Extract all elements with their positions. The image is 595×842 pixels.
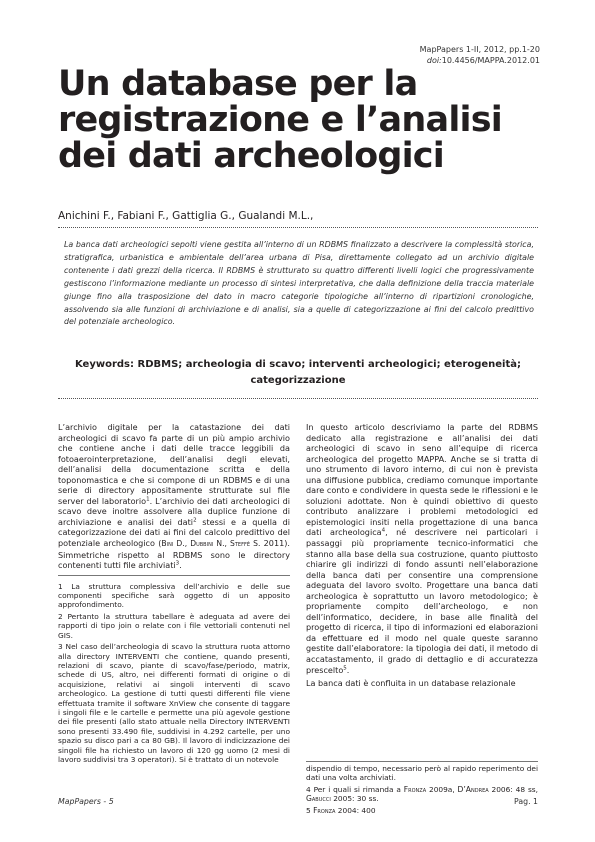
article-title — [58, 66, 538, 174]
citation-authors: Bini D., Dubbini N., Steffè S. — [161, 539, 261, 549]
footnote-ref[interactable]: 2 — [193, 517, 197, 524]
doi-link[interactable]: 10.4456/MAPPA.2012.01 — [441, 56, 540, 65]
doi-label: doi: — [426, 56, 442, 65]
title-line-3: dei dati archeologici — [58, 136, 444, 176]
footnote-5: 5 Fronza 2004: 400 — [306, 805, 376, 815]
title-line-2: registrazione e l’analisi — [58, 100, 502, 140]
title-line-1: Un database per la — [58, 64, 418, 104]
footnote-1: 1 La struttura complessiva dell’archivio e delle sue componenti specifiche sarà oggetto di un apposito approfondimento. — [58, 581, 290, 610]
footer-journal: MapPapers - 5 — [58, 797, 114, 806]
footnote-4: 4 Per i quali si rimanda a Fronza 2009a, D’Andrea 2006: 48 ss, Gabucci 2005: 30 ss. — [306, 784, 538, 804]
footnote-divider — [306, 761, 538, 762]
doi — [420, 55, 540, 66]
citation: MapPapers 1-II, 2012, pp.1-20 — [419, 45, 540, 54]
footnote-divider — [58, 575, 290, 576]
footnote-3: 3 Nel caso dell’archeologia di scavo la struttura ruota attorno alla directory INTERVENTI che contiene, quando presenti, relazioni di scavo, piante di scavo/fase/periodo, matrix, schede di US, altro, nei differenti formati di origine o di acquisizione, relativi ai singoli interventi di scavo archeologico. La gestione di tutti questi differenti file viene effettuata tramite il software XnView che consente di taggare i singoli file e le cartelle e permette una più agevole gestione dei file presenti (allo stato attuale nella Directory INTERVENTI sono presenti 33.490 file, suddivisi in 4.292 cartelle, per uno spazio su disco pari a ca 80 GB). Il lavoro di indicizzazione dei singoli file ha richiesto un lavoro di 120 gg uomo (2 mesi di lavoro suddivisi tra 3 operatori). Si è trattato di un notevole — [58, 642, 290, 764]
body-paragraph: L’archivio digitale per la catastazione dei dati archeologici di scavo fa parte di un più ampio archivio che contiene anche i dati delle tracce leggibili da fotoaerointerpretazione, dell’analisi degli elevati, dell’analisi della documentazione scritta e della toponomastica e che si compone di un RDBMS e di una serie di directory appositamente strutturate sul file server del laboratorio$^1$. L’archivio dei dati archeologici di scavo deve inoltre assolvere alla duplice funzione di archiviazione e analisi dei dati$^2$ stessi e a quella di categorizzazione dei dati ai fini del calcolo predittivo del potenziale archeologico (Bini D., Dubbini N., Steffè S. 2011). Simmetriche rispetto al RDBMS sono le directory contenenti tutti file archiviati$^3$. — [58, 422, 291, 571]
keywords: Keywords: RDBMS; archeologia di scavo; interventi archeologici; eterogeneità; categorizzazione — [74, 359, 521, 386]
article-meta — [420, 44, 540, 66]
footnote-ref[interactable]: 4 — [381, 527, 386, 534]
divider-keywords — [58, 398, 538, 399]
footer-page-number: Pag. 1 — [514, 797, 538, 806]
footnote-2: 2 Pertanto la struttura tabellare è adeguata ad avere dei rapporti di tipo join o relate con i file vettoriali contenuti nel GIS. — [58, 611, 290, 640]
body-paragraph: In questo articolo descriviamo la parte del RDBMS dedicato alla registrazione e all’analisi dei dati archeologici di scavo in seno all’equipe di ricerca archeologica del progetto MAPPA. Anche se si tratta di uno strumento di lavoro interno, di cui non è prevista una diffusione pubblica, crediamo comunque importante dare conto e condividere in questa sede le riflessioni e le soluzioni adottate. Non è quindi obiettivo di questo contributo analizzare i problemi metodologici ed epistemologici insiti nella progettazione di una banca dati archeologica$^4$, né descrivere nei particolari i passaggi più propriamente tecnico-informatici che stanno alla base della sua costruzione, quanto piuttosto chiarire gli indirizzi di fondo assunti nell’elaborazione della banca dati per consentire una comprensione adeguata del lavoro svolto. Progettare una banca dati archeologica è soprattutto un lavoro metodologico; è propriamente compito dell’archeologo, e non dell’informatico, decidere, in base alle finalità del progetto di ricerca, il tipo di informazioni ed elaborazioni da effettuare ed il modo nel quale queste saranno gestite dall’elaboratore: la tipologia dei dati, il metodo di accatastamento, il grado di dettaglio e di accuratezza prescelto$^5$. — [306, 422, 538, 675]
column-left — [58, 422, 290, 766]
footnote-ref[interactable]: 5 — [343, 664, 347, 671]
footnote-ref[interactable]: 1 — [146, 496, 150, 503]
footnote-ref[interactable]: 3 — [175, 560, 180, 567]
column-right — [306, 422, 538, 692]
body-paragraph: La banca dati è confluita in un database relazionale — [306, 678, 516, 689]
authors: Anichini F., Fabiani F., Gattiglia G., Gualandi M.L., — [58, 210, 314, 222]
divider-top — [58, 227, 538, 228]
footnotes-right — [306, 764, 538, 817]
footnote-3-continued: dispendio di tempo, necessario però al rapido reperimento dei dati una volta archiviati. — [306, 764, 538, 783]
abstract: La banca dati archeologici sepolti viene gestita all’interno di un RDBMS finalizzato a descrivere la complessità storica, stratigrafica, urbanistica e ambientale dell’area urbana di Pisa, direttamente collegato ad un archivio digitale contenente i dati grezzi della ricerca. Il RDBMS è strutturato su quattro differenti livelli logici che progressivamente gestiscono l’informazione mediante un processo di sintesi interpretativa, che dalla definizione della traccia materiale giunge fino alla trasposizione del dato in macro categorie tipologiche all’interno di ripartizioni cronologiche, assolvendo sia alle funzioni di archiviazione e di analisi, sia a quelle di categorizzazione ai fini del calcolo predittivo del potenziale archeologico. — [64, 240, 534, 327]
